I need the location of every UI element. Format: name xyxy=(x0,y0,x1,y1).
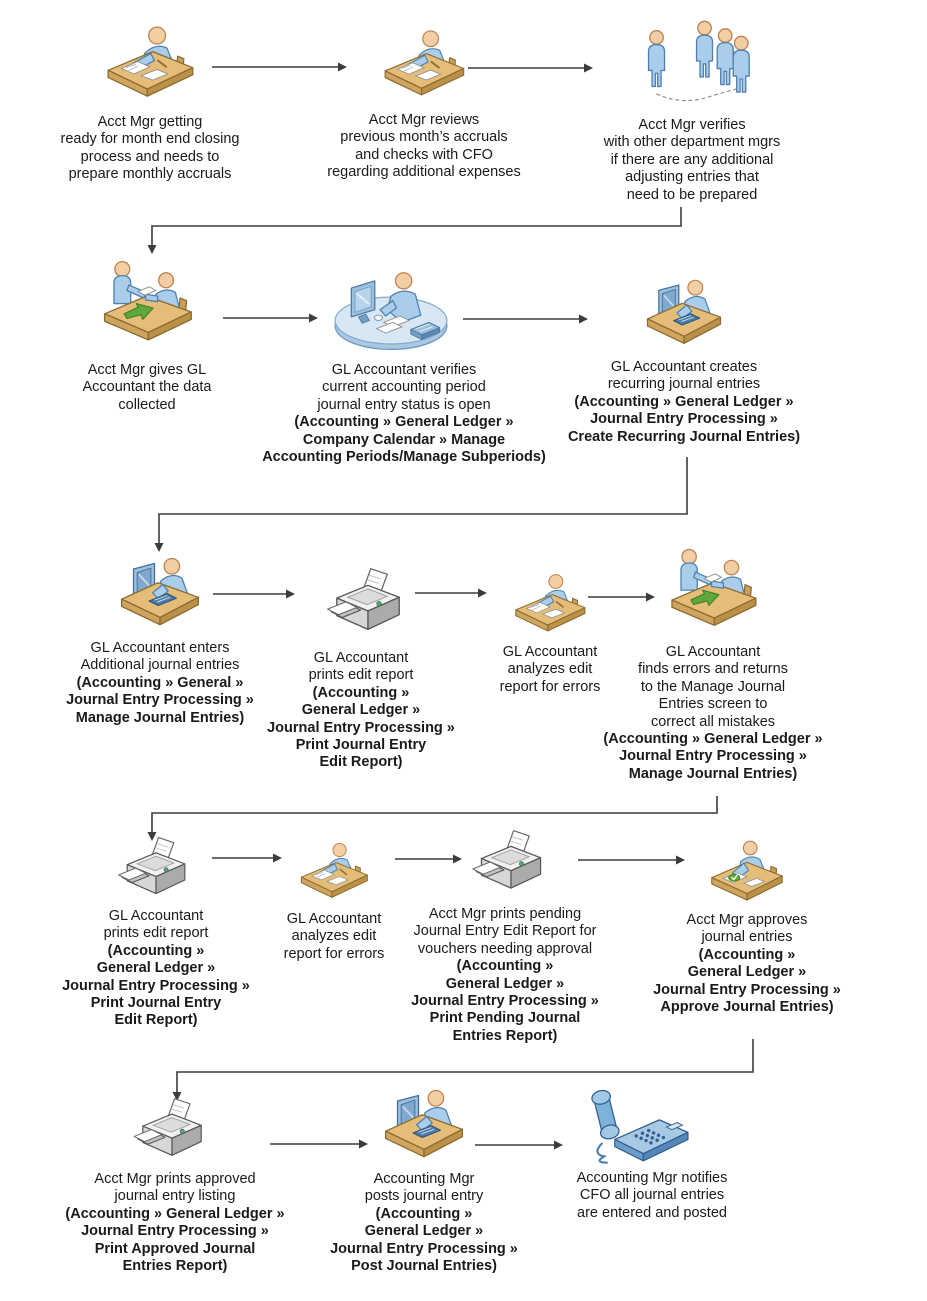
caption-line: Entries screen to xyxy=(658,696,768,713)
step-caption xyxy=(330,1171,518,1275)
caption-line: Edit Report) xyxy=(319,754,403,771)
caption-line: Edit Report) xyxy=(114,1012,198,1029)
two-people-desk-icon xyxy=(98,257,196,352)
caption-line: (Accounting » General Ledger » xyxy=(294,414,514,431)
caption-line: report for errors xyxy=(283,945,385,962)
caption-line: current accounting period xyxy=(322,379,486,396)
caption-line: General Ledger » xyxy=(445,975,565,992)
flow-arrow xyxy=(588,593,655,602)
caption-line: Journal Entry Processing » xyxy=(66,692,254,709)
telephone-icon xyxy=(585,1086,692,1168)
caption-line: Acct Mgr getting xyxy=(97,114,203,130)
caption-line: (Accounting » xyxy=(107,942,205,959)
flow-arrow xyxy=(468,64,593,73)
caption-line: to the Manage Journal xyxy=(640,678,786,695)
caption-line: Acct Mgr approves xyxy=(686,912,808,928)
caption-line: Print Approved Journal xyxy=(94,1240,256,1257)
printer-icon xyxy=(117,835,195,908)
caption-line: Journal Entry Processing » xyxy=(653,981,841,998)
caption-line: GL Accountant xyxy=(502,644,598,660)
caption-line: Journal Entry Processing » xyxy=(267,719,455,736)
flow-connector xyxy=(148,207,682,254)
caption-line: General Ledger » xyxy=(687,964,807,981)
caption-line: and checks with CFO xyxy=(355,146,493,163)
caption-line: Journal Entry Edit Report for xyxy=(413,923,597,940)
step-caption xyxy=(568,359,800,446)
caption-line: prints edit report xyxy=(308,667,414,684)
caption-line: prepare monthly accruals xyxy=(68,166,232,183)
caption-line: (Accounting » xyxy=(312,684,410,701)
step-caption xyxy=(65,1171,284,1275)
caption-line: regarding additional expenses xyxy=(327,164,521,181)
caption-line: GL Accountant creates xyxy=(610,359,758,375)
step-caption xyxy=(262,362,546,466)
person-desk-icon xyxy=(379,28,470,104)
caption-line: GL Accountant enters xyxy=(90,640,230,656)
caption-line: finds errors and returns xyxy=(638,661,788,678)
caption-line: Manage Journal Entries) xyxy=(628,765,798,782)
caption-line: Acct Mgr prints pending xyxy=(428,906,582,922)
caption-line: Acct Mgr prints approved xyxy=(94,1171,256,1187)
caption-line: CFO all journal entries xyxy=(579,1187,725,1204)
caption-line: Journal Entry Processing » xyxy=(62,977,250,994)
caption-line: correct all mistakes xyxy=(650,713,776,730)
flow-connector xyxy=(155,457,688,552)
step-caption xyxy=(603,644,822,783)
caption-line: posts journal entry xyxy=(364,1188,484,1205)
approve-desk-icon xyxy=(707,839,787,905)
person-computer-icon xyxy=(382,1089,466,1166)
person-desk-icon xyxy=(296,841,373,905)
step-caption xyxy=(284,911,385,963)
caption-line: (Accounting » xyxy=(698,946,796,963)
caption-line: Journal Entry Processing » xyxy=(590,411,778,428)
person-computer-icon xyxy=(118,557,202,634)
caption-line: if there are any additional xyxy=(610,151,774,168)
caption-line: Manage Journal Entries) xyxy=(75,709,245,726)
flow-arrow xyxy=(395,855,462,864)
flow-arrow xyxy=(213,590,295,599)
caption-line: (Accounting » General Ledger » xyxy=(65,1205,285,1222)
caption-line: (Accounting » General Ledger » xyxy=(603,731,823,748)
person-computer-icon xyxy=(644,279,724,352)
caption-line: Print Journal Entry xyxy=(295,737,427,754)
caption-line: journal entry listing xyxy=(114,1188,236,1205)
flow-arrow xyxy=(223,314,318,323)
caption-line: Accounting Mgr notifies xyxy=(576,1170,728,1186)
caption-line: prints edit report xyxy=(103,925,209,942)
people-group-icon xyxy=(631,13,763,109)
flow-arrow xyxy=(415,589,487,598)
printer-icon xyxy=(133,1096,212,1170)
caption-line: GL Accountant xyxy=(665,644,761,660)
caption-line: Accountant the data xyxy=(82,379,212,396)
caption-line: (Accounting » xyxy=(375,1205,473,1222)
step-caption xyxy=(604,117,781,204)
step-caption xyxy=(327,112,520,182)
caption-line: Post Journal Entries) xyxy=(351,1258,497,1275)
flow-arrow xyxy=(463,315,588,324)
caption-line: Print Pending Journal xyxy=(429,1010,581,1027)
caption-line: Create Recurring Journal Entries) xyxy=(567,428,801,445)
step-caption xyxy=(267,650,455,772)
caption-line: GL Accountant xyxy=(313,650,409,666)
caption-line: collected xyxy=(118,396,176,413)
caption-line: GL Accountant xyxy=(286,911,382,927)
caption-line: Journal Entry Processing » xyxy=(330,1240,518,1257)
caption-line: Additional journal entries xyxy=(80,657,240,674)
caption-line: Approve Journal Entries) xyxy=(660,999,834,1016)
caption-line: Company Calendar » Manage xyxy=(302,431,506,448)
step-caption xyxy=(500,644,601,696)
caption-line: ready for month end closing xyxy=(60,131,240,148)
step-caption xyxy=(411,906,599,1045)
caption-line: General Ledger » xyxy=(96,960,216,977)
person-desk-icon xyxy=(101,24,199,106)
workstation-icon xyxy=(332,270,451,353)
caption-line: (Accounting » xyxy=(456,958,554,975)
caption-line: recurring journal entries xyxy=(607,376,761,393)
flow-connector xyxy=(148,796,718,841)
step-caption xyxy=(653,912,841,1016)
caption-line: (Accounting » General Ledger » xyxy=(574,393,794,410)
caption-line: Acct Mgr verifies xyxy=(638,117,746,133)
caption-line: General Ledger » xyxy=(301,702,421,719)
flow-arrow xyxy=(475,1141,563,1150)
flow-arrow xyxy=(270,1140,368,1149)
caption-line: General Ledger » xyxy=(364,1223,484,1240)
step-caption xyxy=(577,1170,728,1222)
caption-line: Print Journal Entry xyxy=(90,995,222,1012)
caption-line: (Accounting » General » xyxy=(76,674,244,691)
printer-icon xyxy=(326,566,411,645)
person-desk-icon xyxy=(510,572,590,639)
caption-line: need to be prepared xyxy=(626,186,758,203)
flow-arrow xyxy=(212,854,282,863)
caption-line: Acct Mgr reviews xyxy=(368,112,480,128)
caption-line: journal entries xyxy=(701,929,793,946)
caption-line: Acct Mgr gives GL xyxy=(87,362,207,378)
step-caption xyxy=(62,908,250,1030)
caption-line: GL Accountant xyxy=(108,908,204,924)
step-caption xyxy=(66,640,254,727)
caption-line: Journal Entry Processing » xyxy=(411,993,599,1010)
caption-line: analyzes edit xyxy=(291,928,377,945)
caption-line: Journal Entry Processing » xyxy=(81,1223,269,1240)
caption-line: vouchers needing approval xyxy=(417,940,593,957)
caption-line: Entries Report) xyxy=(452,1027,558,1044)
step-caption xyxy=(83,362,212,414)
caption-line: report for errors xyxy=(499,678,601,695)
caption-line: Journal Entry Processing » xyxy=(619,748,807,765)
caption-line: process and needs to xyxy=(80,148,220,165)
flow-arrow xyxy=(578,856,685,865)
caption-line: Accounting Periods/Manage Subperiods) xyxy=(262,449,546,466)
caption-line: GL Accountant verifies xyxy=(331,362,477,378)
caption-line: Entries Report) xyxy=(122,1258,228,1275)
caption-line: Accounting Mgr xyxy=(373,1171,475,1187)
caption-line: journal entry status is open xyxy=(317,396,491,413)
caption-line: with other department mgrs xyxy=(603,134,781,151)
caption-line: adjusting entries that xyxy=(625,169,759,186)
caption-line: analyzes edit xyxy=(507,661,593,678)
two-people-desk-icon xyxy=(666,545,761,637)
step-caption xyxy=(61,114,240,184)
caption-line: previous month’s accruals xyxy=(340,129,508,146)
printer-icon xyxy=(471,828,551,903)
flow-arrow xyxy=(212,63,347,72)
caption-line: are entered and posted xyxy=(577,1204,727,1221)
